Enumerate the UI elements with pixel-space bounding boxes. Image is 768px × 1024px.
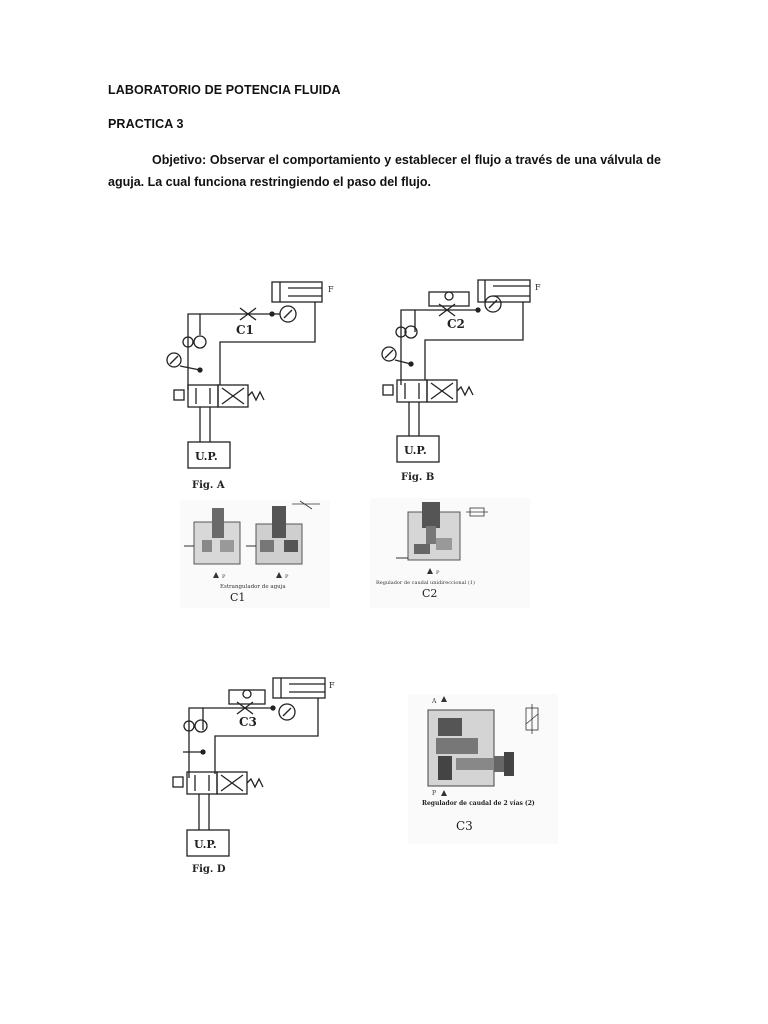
detail-description: Regulador de caudal unidireccional (1) bbox=[376, 580, 475, 586]
check-valve-icon bbox=[445, 292, 453, 300]
practice-number: PRACTICA 3 bbox=[108, 117, 184, 131]
figure-caption: Fig. D bbox=[192, 864, 226, 875]
detail-description: Estrangulador de aguja bbox=[220, 584, 286, 590]
unit-label: U.P. bbox=[195, 450, 218, 463]
adjust-knob-icon bbox=[504, 752, 514, 776]
figure-d-circuit bbox=[163, 672, 363, 882]
bypass-loop bbox=[229, 690, 265, 704]
port-p-label: P bbox=[436, 570, 440, 576]
port-a-label: A bbox=[432, 698, 437, 705]
figure-caption: Fig. B bbox=[401, 472, 435, 483]
cylinder-icon bbox=[478, 280, 530, 302]
port-p-label: P bbox=[222, 574, 226, 580]
flowmeter-icon bbox=[195, 720, 207, 732]
figure-c1-detail bbox=[180, 500, 330, 608]
document-title: LABORATORIO DE POTENCIA FLUIDA bbox=[108, 83, 341, 97]
detail-label: C2 bbox=[422, 587, 438, 600]
unit-label: U.P. bbox=[194, 838, 217, 851]
detail-label: C3 bbox=[456, 819, 473, 833]
valve-label: C2 bbox=[447, 317, 465, 331]
check-valve-icon bbox=[243, 690, 251, 698]
figure-c3-detail bbox=[408, 694, 558, 844]
load-label: F bbox=[535, 283, 541, 292]
valve-label: C1 bbox=[236, 323, 254, 337]
detail-description: Regulador de caudal de 2 vías (2) bbox=[422, 800, 535, 807]
figure-b-circuit bbox=[375, 270, 565, 495]
load-label: F bbox=[328, 285, 334, 294]
bypass-loop bbox=[429, 292, 469, 306]
load-label: F bbox=[329, 681, 335, 690]
objective-paragraph: Objetivo: Observar el comportamiento y establecer el flujo a través de una válvula de aguja. La cual funciona restringiendo el paso del flujo. bbox=[108, 153, 661, 189]
directional-valve-icon bbox=[187, 772, 217, 794]
figure-caption: Fig. A bbox=[192, 480, 225, 491]
unit-label: U.P. bbox=[404, 444, 427, 457]
detail-label: C1 bbox=[230, 591, 246, 604]
flowmeter-icon bbox=[194, 336, 206, 348]
figure-c2-detail bbox=[370, 498, 530, 608]
port-p-label: P bbox=[432, 790, 437, 797]
valve-label: C3 bbox=[239, 715, 257, 729]
directional-valve-icon bbox=[188, 385, 218, 407]
figure-a-circuit bbox=[160, 270, 360, 495]
port-p-label: P bbox=[285, 574, 289, 580]
